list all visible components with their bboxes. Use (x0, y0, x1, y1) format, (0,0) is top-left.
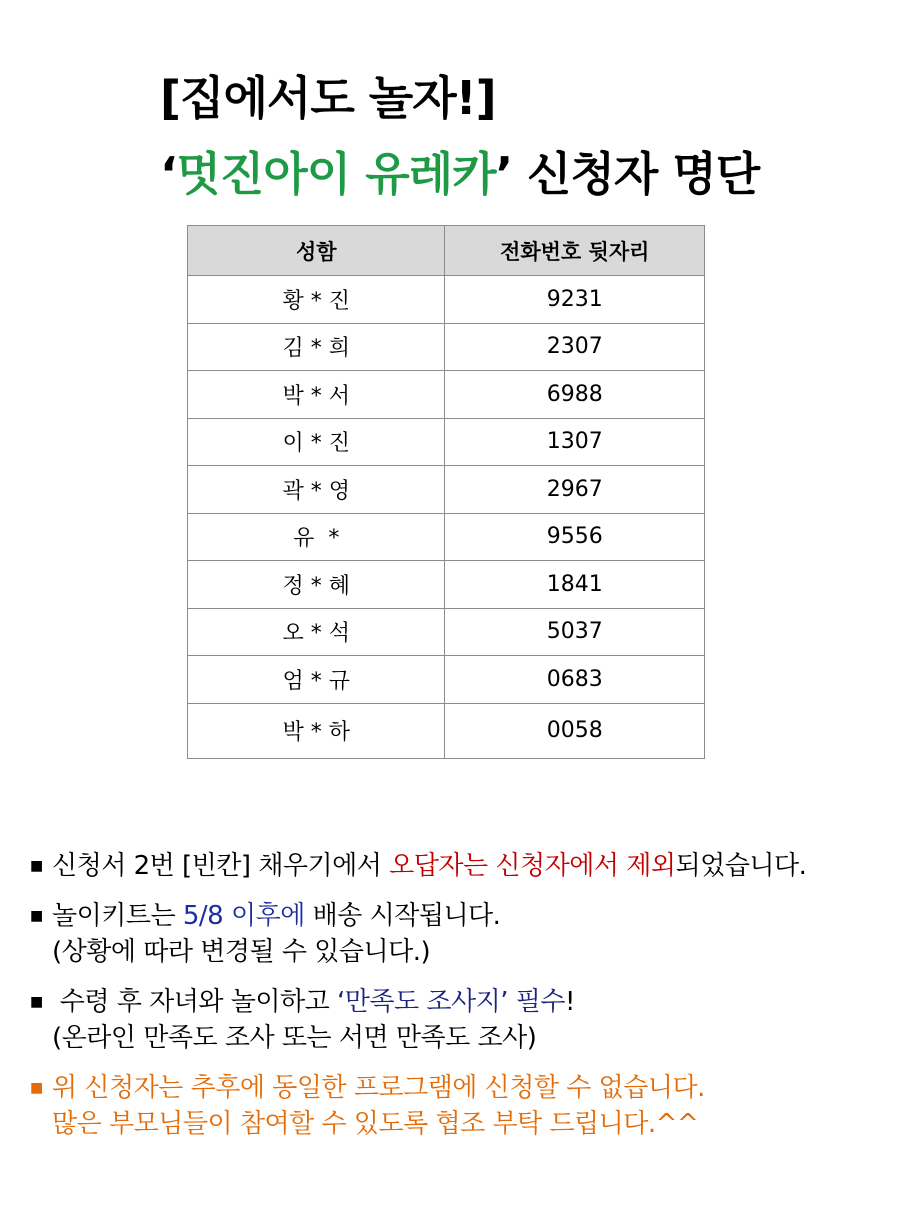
table-row (188, 561, 705, 609)
table-row (188, 276, 705, 324)
subtitle-rest: ’ 신청자 명단 (495, 147, 760, 201)
table-row (188, 323, 705, 371)
program-name: 멋진아이 유레카 (176, 147, 496, 201)
notice-emphasis: 오답자는 신청자에서 제외 (389, 851, 676, 881)
notice-text: 배송 시작됩니다. (304, 901, 501, 931)
phone-digits: 6988 (445, 371, 705, 419)
notice-item-restriction (30, 1070, 900, 1142)
square-bullet-icon: ■ (30, 858, 43, 874)
phone-digits: 0058 (445, 703, 705, 758)
applicant-name: 엄 * 규 (188, 656, 445, 704)
page-subtitle (160, 138, 759, 204)
table-row (188, 466, 705, 514)
header-phone: 전화번호 뒷자리 (445, 226, 705, 276)
applicant-name: 김 * 희 (188, 323, 445, 371)
notice-emphasis: ‘만족도 조사지’ 필수 (336, 987, 565, 1017)
table-row (188, 608, 705, 656)
applicant-name: 박 * 서 (188, 371, 445, 419)
table-row (188, 703, 705, 758)
table-row (188, 371, 705, 419)
table-header-row (188, 226, 705, 276)
notice-subtext: (온라인 만족도 조사 또는 서면 만족도 조사) (52, 1023, 537, 1053)
phone-digits: 2967 (445, 466, 705, 514)
square-bullet-icon: ■ (30, 908, 43, 924)
phone-digits: 9556 (445, 513, 705, 561)
page-title: [집에서도 놀자!] (160, 71, 496, 125)
square-bullet-icon: ■ (30, 1080, 43, 1096)
phone-digits: 2307 (445, 323, 705, 371)
applicant-name: 박 * 하 (188, 703, 445, 758)
phone-digits: 1307 (445, 418, 705, 466)
applicant-name: 곽 * 영 (188, 466, 445, 514)
subtitle-open-quote: ‘ (160, 147, 177, 201)
applicant-name: 이 * 진 (188, 418, 445, 466)
notice-list (30, 848, 900, 1156)
table-row (188, 418, 705, 466)
phone-digits: 0683 (445, 656, 705, 704)
applicant-name: 황 * 진 (188, 276, 445, 324)
applicant-table (187, 225, 705, 759)
notice-emphasis: 5/8 이후에 (182, 901, 305, 931)
phone-digits: 5037 (445, 608, 705, 656)
notice-text: 놀이키트는 (52, 901, 183, 931)
applicant-name: 유 * (188, 513, 445, 561)
notice-item-exclusion (30, 848, 900, 884)
notice-item-survey (30, 984, 900, 1056)
notice-subtext: 많은 부모님들이 참여할 수 있도록 협조 부탁 드립니다.^^ (52, 1109, 699, 1139)
applicant-name: 오 * 석 (188, 608, 445, 656)
notice-text: 수령 후 자녀와 놀이하고 (52, 987, 337, 1017)
header-name: 성함 (188, 226, 445, 276)
phone-digits: 1841 (445, 561, 705, 609)
phone-digits: 9231 (445, 276, 705, 324)
notice-text: ! (564, 987, 575, 1017)
notice-text: 위 신청자는 추후에 동일한 프로그램에 신청할 수 없습니다. (52, 1073, 705, 1103)
notice-text: 되었습니다. (675, 851, 807, 881)
table-row (188, 513, 705, 561)
square-bullet-icon: ■ (30, 994, 43, 1010)
notice-item-delivery (30, 898, 900, 970)
notice-text: 신청서 2번 [빈칸] 채우기에서 (52, 851, 390, 881)
table-row (188, 656, 705, 704)
notice-subtext: (상황에 따라 변경될 수 있습니다.) (52, 937, 431, 967)
applicant-name: 정 * 혜 (188, 561, 445, 609)
